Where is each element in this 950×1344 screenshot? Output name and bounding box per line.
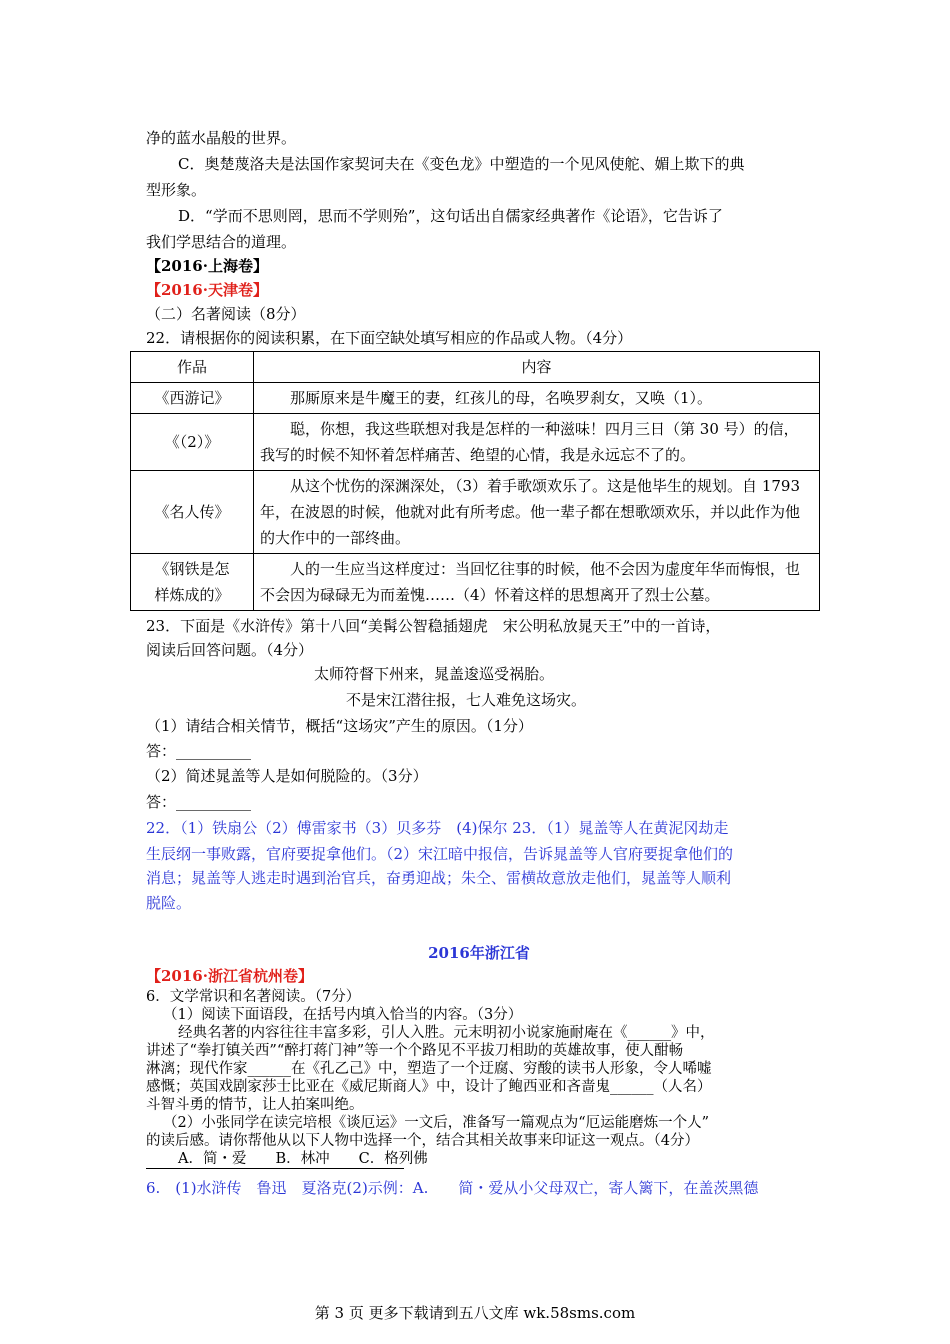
option-d-line1: D．“学而不思则罔，思而不学则殆”，这句话出自儒家经典著作《论语》，它告诉了: [178, 207, 723, 225]
page-footer: 第 3 页 更多下载请到五八文库 wk.58sms.com: [314, 1304, 636, 1322]
answer-line2: 生辰纲一事败露，官府要捉拿他们。（2）宋江暗中报信，告诉晁盖等人官府要捉拿他们的: [146, 845, 734, 863]
works-table: [130, 351, 820, 611]
option-c-line1: C．奥楚蔑洛夫是法国作家契诃夫在《变色龙》中塑造的一个见风使舵、媚上欺下的典: [178, 155, 745, 173]
header-content: 内容: [254, 352, 820, 383]
poem-line1: 太师符督下州来，晁盖逡巡受祸胎。: [314, 665, 555, 683]
table-row: [131, 554, 820, 611]
heading-tianjin: 【2016·天津卷】: [146, 281, 268, 299]
table-header-row: [131, 352, 820, 383]
option-d-line2: 我们学思结合的道理。: [146, 233, 297, 251]
sub-question-1: （1）请结合相关情节，概括“这场灾”产生的原因。（1分）: [146, 717, 533, 735]
work-cell: 《西游记》: [131, 383, 254, 414]
zhejiang-title: 2016年浙江省: [428, 944, 530, 962]
q6-answer: 6. (1)水浒传 鲁迅 夏洛克(2)示例：A. 简・爱从小父母双亡，寄人篱下，在盖茨黑德: [146, 1179, 759, 1197]
q6-para-line3: 淋漓；现代作家______在《孔乙己》中，塑造了一个迂腐、穷酸的读书人形象，令人唏嘘: [146, 1061, 712, 1077]
q6-para-line1: 经典名著的内容往往丰富多彩，引人入胜。元末明初小说家施耐庵在《______》中，: [178, 1025, 715, 1041]
sub-question-2: （2）简述晁盖等人是如何脱险的。（3分）: [146, 767, 428, 785]
option-c-line2: 型形象。: [146, 181, 207, 199]
q6-sub2-line1: （2）小张同学在读完培根《谈厄运》一文后，准备写一篇观点为“厄运能磨炼一个人”: [163, 1115, 710, 1131]
answer-blank-2: 答：__________: [146, 793, 252, 811]
question-22: 22．请根据你的阅读积累，在下面空缺处填写相应的作品或人物。（4分）: [146, 329, 633, 347]
content-cell: 那厮原来是牛魔王的妻，红孩儿的母，名唤罗刹女，又唤（1）。: [254, 383, 820, 414]
heading-shanghai: 【2016·上海卷】: [146, 257, 268, 275]
content-cell: 聪，你想，我这些联想对我是怎样的一种滋味！四月三日（第 30 号）的信，我写的时候不知怀着怎样痛苦、绝望的心情，我是永远忘不了的。: [254, 414, 820, 471]
work-cell: 《（2）》: [131, 414, 254, 471]
heading-hangzhou: 【2016·浙江省杭州卷】: [146, 967, 313, 985]
q6-para-line5: 斗智斗勇的情节，让人拍案叫绝。: [146, 1097, 364, 1113]
q6-options: A．简・爱 B．林冲 C．格列佛: [178, 1151, 428, 1167]
table-row: [131, 383, 820, 414]
header-work: 作品: [131, 352, 254, 383]
footnote-divider: [146, 1168, 404, 1169]
q6-para-line4: 感慨；英国戏剧家莎士比亚在《威尼斯商人》中，设计了鲍西亚和吝啬鬼______（人名）: [146, 1079, 712, 1095]
section-title: （二）名著阅读（8分）: [146, 305, 306, 323]
work-cell-line: 《钢铁是怎: [154, 560, 230, 578]
answer-blank-1: 答：__________: [146, 742, 252, 760]
q6-para-line2: 讲述了“拳打镇关西”“醉打蒋门神”等一个个路见不平拔刀相助的英雄故事，使人酣畅: [146, 1043, 684, 1059]
question-23-line1: 23．下面是《水浒传》第十八回“美髯公智稳插翅虎 宋公明私放晁天王”中的一首诗，: [146, 617, 721, 635]
question-23-line2: 阅读后回答问题。（4分）: [146, 641, 314, 659]
intro-line: 净的蓝水晶般的世界。: [146, 129, 297, 147]
question-6: 6．文学常识和名著阅读。（7分）: [146, 989, 361, 1005]
content-cell: 从这个忧伤的深渊深处，（3）着手歌颂欢乐了。这是他毕生的规划。自 1793 年，在波恩的时候，他就对此有所考虑。他一辈子都在想歌颂欢乐，并以此作为他的大作中的一部终曲。: [254, 471, 820, 554]
table-row: [131, 471, 820, 554]
poem-line2: 不是宋江潜往报，七人难免这场灾。: [346, 691, 587, 709]
answer-line1: 22．（1）铁扇公（2）傅雷家书（3）贝多芬 (4)保尔 23．（1）晁盖等人在黄泥冈劫走: [146, 819, 729, 837]
q6-sub1: （1）阅读下面语段，在括号内填入恰当的内容。（3分）: [163, 1007, 523, 1023]
q6-sub2-line2: 的读后感。请你帮他从以下人物中选择一个，结合其相关故事来印证这一观点。（4分）: [146, 1133, 699, 1149]
table-row: [131, 414, 820, 471]
answer-line4: 脱险。: [146, 894, 192, 912]
work-cell: 《名人传》: [131, 471, 254, 554]
work-cell-line: 样炼成的》: [154, 586, 230, 604]
content-cell: 人的一生应当这样度过：当回忆往事的时候，他不会因为虚度年华而悔恨，也不会因为碌碌无为而羞愧……（4）怀着这样的思想离开了烈士公墓。: [254, 554, 820, 611]
work-cell: [131, 554, 254, 611]
answer-line3: 消息；晁盖等人逃走时遇到治官兵，奋勇迎战；朱仝、雷横故意放走他们，晁盖等人顺利: [146, 869, 732, 887]
